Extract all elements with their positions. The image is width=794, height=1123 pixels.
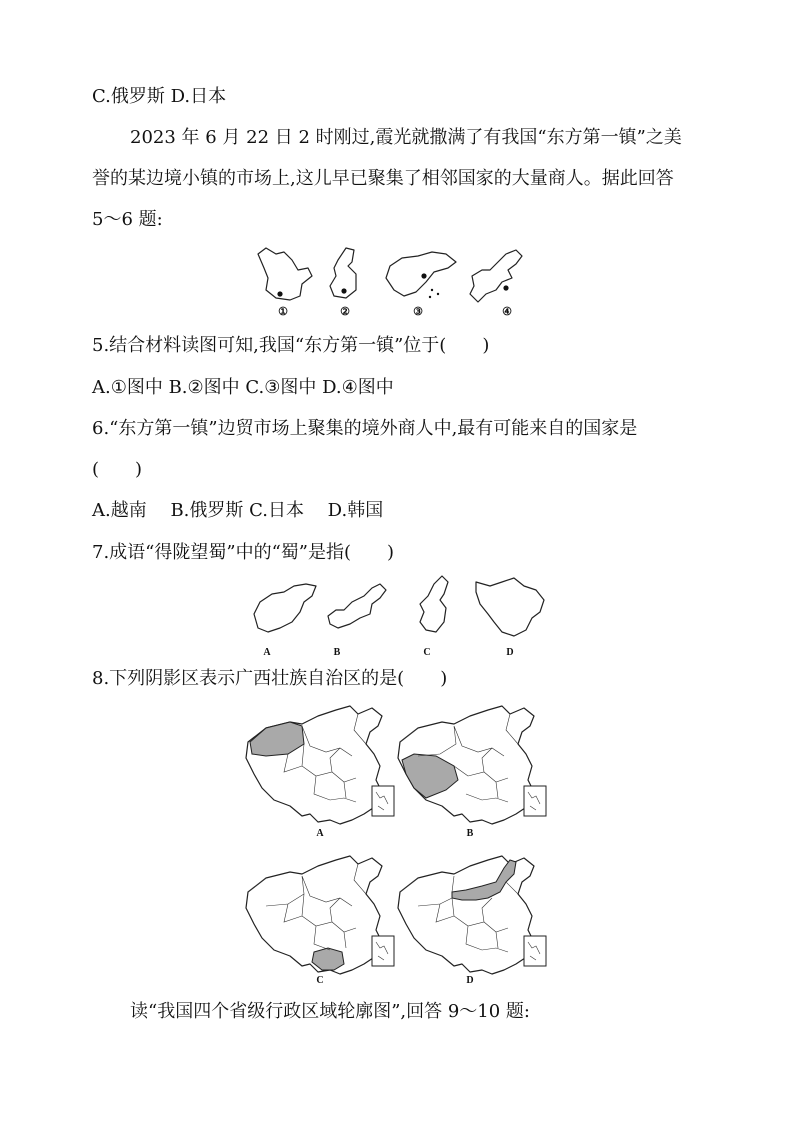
fig2-label-c: C [423,647,431,658]
fig2-label-b: B [333,647,341,658]
passage-line-2: 誉的某边境小镇的市场上,这儿早已聚集了相邻国家的大量商人。据此回答 [92,168,674,189]
question-6-options: A.越南 B.俄罗斯 C.日本 D.韩国 [92,500,384,521]
question-8: 8.下列阴影区表示广西壮族自治区的是( ) [92,668,448,689]
china-map-c [246,856,394,974]
option-line-c-d: C.俄罗斯 D.日本 [92,86,227,107]
question-6-line-1: 6.“东方第一镇”边贸市场上聚集的境外商人中,最有可能来自的国家是 [92,418,638,439]
question-6-line-2: ( ) [92,459,143,480]
fig1-label-4: ④ [502,306,512,318]
passage-line-1: 2023 年 6 月 22 日 2 时刚过,霞光就撒满了有我国“东方第一镇”之美 [130,127,682,148]
question-5-options: A.①图中 B.②图中 C.③图中 D.④图中 [92,377,394,398]
figure-china-maps [244,702,554,982]
dot-2 [341,288,346,293]
dot-3 [421,273,426,278]
outline-c [420,576,448,632]
dot-1 [277,291,282,296]
fig3-label-a: A [316,828,324,839]
dot-4 [503,285,508,290]
fig1-label-3: ③ [413,306,423,318]
fig2-label-a: A [263,647,271,658]
china-map-a [246,706,394,824]
fig1-label-1: ① [278,306,288,318]
question-7: 7.成语“得陇望蜀”中的“蜀”是指( ) [92,542,395,563]
figure-province-outlines-2 [244,574,554,644]
fig3-label-b: B [466,828,474,839]
fig3-label-d: D [466,975,474,986]
question-9-intro: 读“我国四个省级行政区域轮廓图”,回答 9～10 题: [130,1001,530,1022]
china-map-d [398,856,546,974]
outline-b [328,584,386,628]
passage-line-3: 5～6 题: [92,209,163,230]
question-5: 5.结合材料读图可知,我国“东方第一镇”位于( ) [92,335,490,356]
outline-a [254,584,316,632]
china-map-b [398,706,546,824]
fig1-label-2: ② [340,306,350,318]
outline-heilongjiang [258,248,312,300]
outline-d [476,578,544,636]
outline-liaoning [470,250,522,302]
fig2-label-d: D [506,647,514,658]
fig3-label-c: C [316,975,324,986]
outline-shandong [386,252,456,296]
